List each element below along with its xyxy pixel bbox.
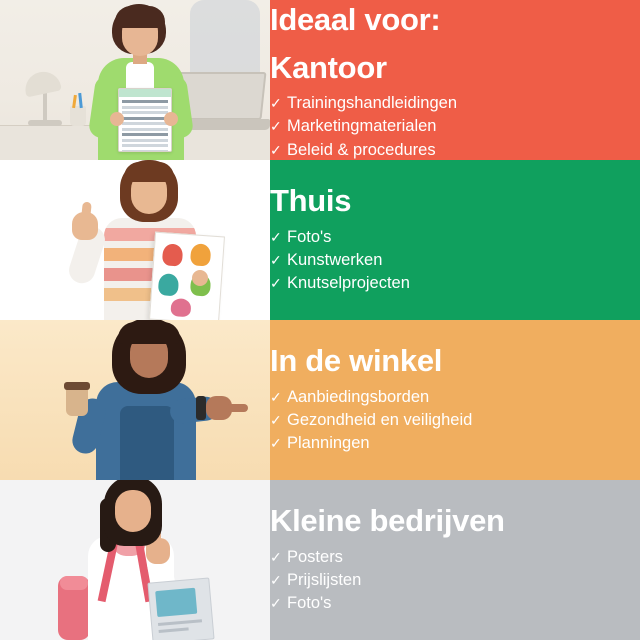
section-in-de-winkel bbox=[0, 320, 640, 480]
handprint-artwork-sheet bbox=[149, 232, 225, 320]
yoga-mat-top bbox=[60, 576, 88, 590]
list-item bbox=[270, 569, 626, 592]
woman-fringe bbox=[115, 6, 165, 28]
heading-kantoor: Kantoor bbox=[270, 49, 387, 85]
text-column-kantoor bbox=[270, 0, 640, 160]
section-kantoor bbox=[0, 0, 640, 160]
girl-fringe bbox=[124, 162, 174, 182]
text-column-in-de-winkel bbox=[270, 320, 640, 480]
list-item bbox=[270, 386, 626, 409]
page-title: Ideaal voor: bbox=[270, 2, 441, 37]
check-icon: ✓ bbox=[270, 572, 282, 589]
woman-right-hand bbox=[164, 112, 178, 126]
list-item bbox=[270, 432, 626, 455]
photo-retail-woman-pointing-with-coffee bbox=[0, 320, 270, 480]
check-icon: ✓ bbox=[270, 388, 282, 405]
section-kleine-bedrijven bbox=[0, 480, 640, 640]
bullet-list-kantoor bbox=[270, 92, 626, 160]
bullet-label: Aanbiedingsborden bbox=[287, 387, 430, 406]
coffee-cup-icon bbox=[66, 386, 88, 416]
bullet-label: Kunstwerken bbox=[287, 251, 383, 270]
heading-kleine-bedrijven: Kleine bedrijven bbox=[270, 503, 505, 539]
poster-text-line bbox=[158, 619, 202, 626]
check-icon: ✓ bbox=[270, 412, 282, 429]
pen-cup bbox=[70, 106, 86, 126]
check-icon: ✓ bbox=[270, 118, 282, 135]
lamp-stem bbox=[43, 90, 47, 122]
check-icon: ✓ bbox=[270, 252, 282, 269]
check-icon: ✓ bbox=[270, 141, 282, 158]
check-icon: ✓ bbox=[270, 228, 282, 245]
laminated-poster-bag bbox=[147, 577, 214, 640]
section-thuis bbox=[0, 160, 640, 320]
check-icon: ✓ bbox=[270, 435, 282, 452]
bullet-label: Knutselprojecten bbox=[287, 274, 410, 293]
list-item bbox=[270, 139, 626, 160]
bullet-label: Marketingmaterialen bbox=[287, 117, 437, 136]
list-item bbox=[270, 115, 626, 138]
list-item bbox=[270, 226, 626, 249]
photo-office-woman-with-chart bbox=[0, 0, 270, 160]
list-item bbox=[270, 92, 626, 115]
check-icon: ✓ bbox=[270, 548, 282, 565]
list-item bbox=[270, 592, 626, 615]
woman-face bbox=[115, 490, 151, 532]
office-chair bbox=[190, 0, 260, 80]
check-icon: ✓ bbox=[270, 595, 282, 612]
bullet-label: Beleid & procedures bbox=[287, 140, 436, 159]
list-item bbox=[270, 546, 626, 569]
woman-fringe bbox=[118, 322, 180, 344]
coffee-cup-lid bbox=[64, 382, 90, 390]
bullet-label: Planningen bbox=[287, 434, 370, 453]
bullet-label: Prijslijsten bbox=[287, 571, 362, 590]
apron bbox=[120, 406, 174, 480]
bullet-label: Posters bbox=[287, 547, 343, 566]
pointing-finger bbox=[226, 404, 248, 412]
bullet-list-kleine-bedrijven bbox=[270, 546, 626, 616]
poster-text-line bbox=[159, 627, 189, 633]
check-icon: ✓ bbox=[270, 95, 282, 112]
check-icon: ✓ bbox=[270, 275, 282, 292]
girl-right-hand bbox=[192, 270, 208, 286]
text-column-kleine-bedrijven bbox=[270, 480, 640, 640]
poster-label bbox=[155, 588, 197, 617]
list-item bbox=[270, 409, 626, 432]
wristwatch-icon bbox=[196, 396, 206, 420]
bullet-label: Gezondheid en veiligheid bbox=[287, 411, 473, 430]
heading-in-de-winkel: In de winkel bbox=[270, 343, 443, 379]
bullet-label: Foto's bbox=[287, 594, 332, 613]
list-item bbox=[270, 272, 626, 295]
heading-thuis: Thuis bbox=[270, 183, 352, 219]
photo-small-business-woman-with-yoga-mat bbox=[0, 480, 270, 640]
woman-left-hand bbox=[110, 112, 124, 126]
bullet-list-thuis bbox=[270, 226, 626, 296]
bullet-list-in-de-winkel bbox=[270, 386, 626, 456]
bullet-label: Foto's bbox=[287, 227, 332, 246]
list-item bbox=[270, 249, 626, 272]
text-column-thuis bbox=[270, 160, 640, 320]
bullet-label: Trainingshandleidingen bbox=[287, 94, 458, 113]
photo-girl-with-handprint-artwork bbox=[0, 160, 270, 320]
